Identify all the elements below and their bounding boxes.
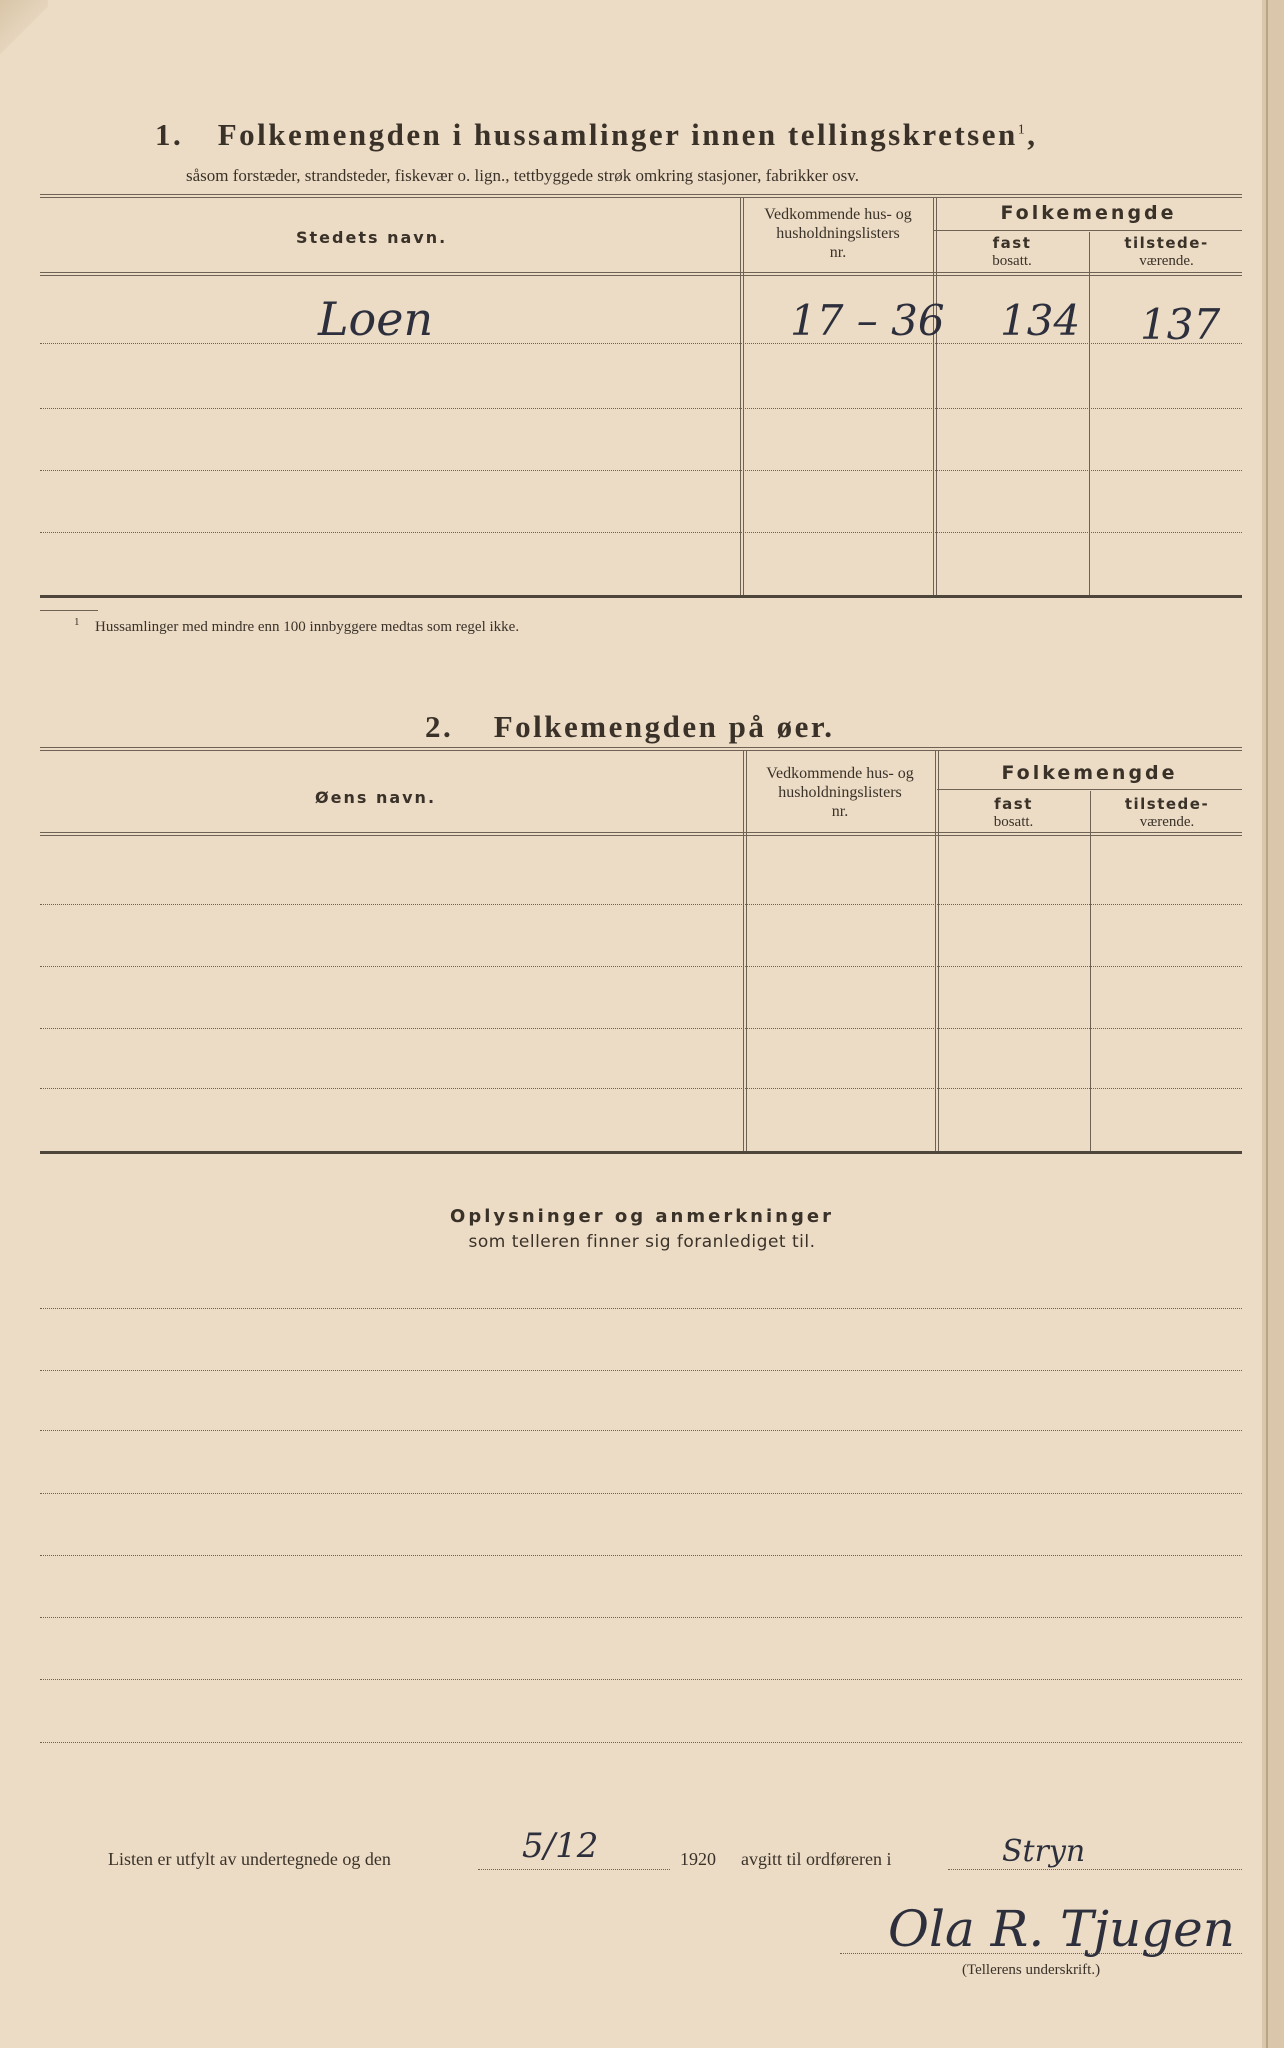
section1-folk-subrule: [933, 230, 1242, 231]
footnote-text: Hussamlinger med mindre enn 100 innbyggere medtas som regel ikke.: [95, 619, 520, 635]
section1-title: Folkemengden i hussamlinger innen tellingskretsen: [217, 117, 1018, 152]
section2-heading: [425, 709, 835, 745]
section2-bottom-rule: [40, 1151, 1242, 1154]
section1-row-line-4: [40, 532, 1242, 533]
section2-header-rule: [40, 832, 1242, 836]
section2-col-place: Øens navn.: [315, 788, 437, 807]
section2-col-tilstede-line2: værende.: [1139, 814, 1195, 830]
signature-intro: Listen er utfylt av undertegnede og den: [108, 1849, 391, 1869]
note-line-1: [40, 1308, 1242, 1309]
folded-corner: [0, 0, 48, 60]
section2-top-rule: [40, 747, 1242, 751]
section1-col-list-line3: nr.: [829, 244, 847, 261]
section1-col-tilstede-line1: tilstede-: [1124, 234, 1209, 252]
section1-heading: [155, 117, 1038, 153]
section2-col-tilstede: [1092, 795, 1242, 831]
section3-title: Oplysninger og anmerkninger: [450, 1206, 834, 1227]
section1-col-divider-3: [1089, 232, 1090, 595]
signature-year: 1920: [680, 1849, 716, 1869]
footnote-mark: 1: [74, 616, 80, 628]
note-line-8: [40, 1742, 1242, 1743]
note-line-3: [40, 1430, 1242, 1431]
section1-col-tilstede: [1091, 234, 1242, 270]
section2-col-fast-line1: fast: [994, 795, 1033, 813]
section1-subtitle: såsom forstæder, strandsteder, fiskevær o. lign., tettbyggede strøk omkring stasjoner, fabrikker osv.: [186, 166, 859, 185]
section1-col-folkemengde: Folkemengde: [1000, 202, 1177, 224]
section2-col-fast-line2: bosatt.: [993, 814, 1034, 830]
section1-col-fast-line1: fast: [992, 234, 1032, 252]
section2-col-divider-3: [1090, 791, 1091, 1154]
row1-tilstede: 137: [1140, 300, 1221, 349]
section2-col-list-line1: Vedkommende hus- og: [766, 765, 914, 782]
signature-caption: (Tellerens underskrift.): [962, 1962, 1101, 1978]
section1-top-rule: [40, 194, 1242, 198]
section1-col-fast-line2: bosatt.: [992, 253, 1032, 269]
note-line-2: [40, 1370, 1242, 1371]
section1-title-end: ,: [1027, 117, 1038, 152]
section3-subtitle: som telleren finner sig foranlediget til.: [468, 1232, 816, 1252]
note-line-5: [40, 1555, 1242, 1556]
section2-col-fast: [937, 795, 1090, 831]
section2-col-folkemengde: Folkemengde: [1001, 762, 1178, 784]
row1-place: Loen: [318, 292, 434, 346]
section1-col-place: Stedets navn.: [296, 228, 448, 247]
section1-row-line-3: [40, 470, 1242, 471]
section2-row-line-3: [40, 1028, 1242, 1029]
section2-row-line-1: [40, 904, 1242, 905]
section1-header-rule-left: [40, 272, 741, 276]
date-line: [478, 1869, 670, 1870]
section1-col-list: [742, 205, 934, 262]
section1-col-tilstede-line2: værende.: [1139, 253, 1194, 269]
section1-col-fast: [935, 234, 1089, 270]
section2-col-list: [745, 764, 935, 821]
note-line-4: [40, 1493, 1242, 1494]
row1-fast: 134: [1000, 296, 1081, 345]
section2-col-list-line3: nr.: [831, 803, 849, 820]
section1-number: 1.: [155, 117, 184, 152]
section1-header-rule-right: [741, 272, 1242, 276]
signature-place-intro: avgitt til ordføreren i: [741, 1849, 892, 1869]
place-line: [948, 1869, 1242, 1870]
section2-col-list-line2: husholdningslisters: [778, 784, 902, 801]
section2-number: 2.: [425, 709, 454, 744]
section1-row-line-2: [40, 408, 1242, 409]
section1-title-sup: 1: [1017, 122, 1028, 138]
teller-signature: Ola R. Tjugen: [888, 1900, 1235, 1958]
signature-date: 5/12: [522, 1826, 599, 1866]
footnote-rule: [40, 610, 98, 611]
section1-footnote: [74, 616, 519, 636]
section1-bottom-rule: [40, 595, 1242, 598]
note-line-6: [40, 1617, 1242, 1618]
section2-col-tilstede-line1: tilstede-: [1124, 795, 1210, 813]
section2-row-line-2: [40, 966, 1242, 967]
section2-title: Folkemengden på øer.: [493, 709, 835, 744]
row1-list-nr: 17 – 36: [790, 296, 945, 345]
note-line-7: [40, 1679, 1242, 1680]
section1-col-list-line2: husholdningslisters: [776, 225, 900, 242]
section2-folk-subrule: [937, 789, 1242, 790]
signature-place: Stryn: [1002, 1834, 1086, 1869]
page-edge-line: [1266, 0, 1268, 2048]
section2-row-line-4: [40, 1088, 1242, 1089]
section1-col-list-line1: Vedkommende hus- og: [764, 206, 912, 223]
